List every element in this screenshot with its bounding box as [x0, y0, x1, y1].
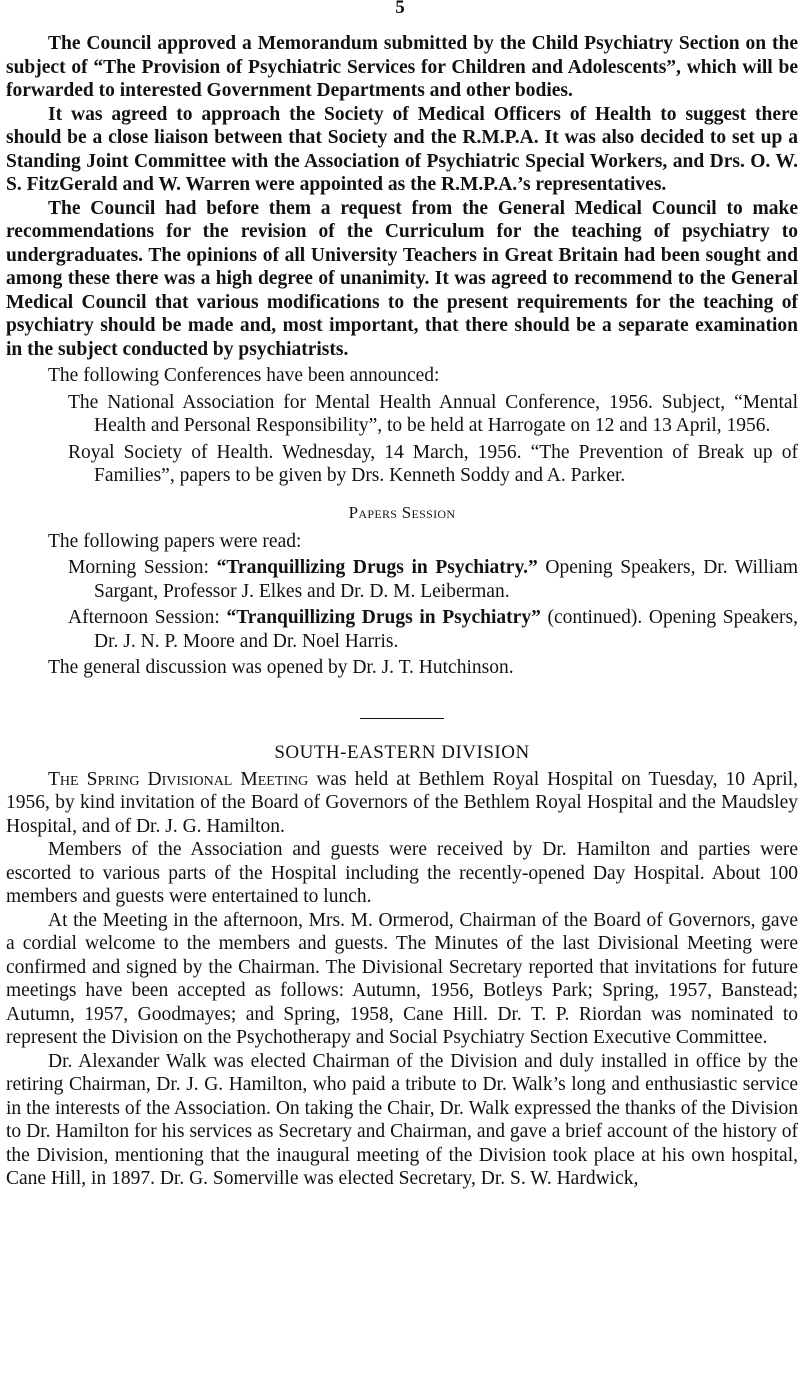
paragraph-liaison: It was agreed to approach the Society of Medical Officers of Health to suggest there should be a close liaison between that Society and the R.M.P.A. It was also decided to set up a Standing Joint Committee with the Association of Psychiatric Special Workers, and Drs. O. W. S. FitzGerald and W. Warren were appointed as the R.M.P.A.’s representatives. — [6, 103, 798, 195]
morning-title: “Tranquillizing Drugs in Psychiatry.” — [216, 557, 538, 578]
afternoon-label: Afternoon Session: — [68, 607, 227, 628]
morning-speakers: Opening Speakers, Dr. William Sargant, Professor J. Elkes and Dr. D. M. Leiberman. — [94, 557, 799, 602]
afternoon-session — [6, 606, 798, 653]
spring-meeting-text: was held at Bethlem Royal Hospital on Tuesday, 10 April, 1956, by kind invitation of the Board of Governors of the Bethlem Royal Hospital and the Maudsley Hospital, and of Dr. J. G. Hamilton. — [6, 768, 798, 837]
papers-intro: The following papers were read: — [48, 530, 302, 552]
paragraph-memorandum: The Council approved a Memorandum submitted by the Child Psychiatry Section on the subject of “The Provision of Psychiatric Services for Children and Adolescents”, which will be forwarded to interested Government Departments and other bodies. — [6, 33, 798, 101]
afternoon-speakers: (continued). Opening Speakers, Dr. J. N. P. Moore and Dr. Noel Harris. — [94, 607, 799, 652]
morning-session — [6, 556, 798, 603]
afternoon-title: “Tranquillizing Drugs in Psychiatry” — [226, 607, 541, 628]
discussion-line: The general discussion was opened by Dr. J. T. Hutchinson. — [48, 657, 514, 678]
division-heading: SOUTH-EASTERN DIVISION — [274, 741, 530, 763]
paragraph-spring-meeting — [6, 768, 798, 839]
conference-item-nafmh: The National Association for Mental Health Annual Conference, 1956. Subject, “Mental Health and Personal Responsibility”, to be held at Harrogate on 12 and 13 April, 1956. — [68, 391, 798, 436]
conferences-intro: The following Conferences have been announced: — [48, 365, 440, 386]
conference-item-rsh: Royal Society of Health. Wednesday, 14 March, 1956. “The Prevention of Break up of Families”, papers to be given by Drs. Kenneth Soddy and A. Parker. — [68, 441, 798, 486]
body-text — [6, 32, 798, 1191]
morning-label: Morning Session: — [68, 557, 217, 578]
spring-meeting-lead: The Spring Divisional Meeting — [48, 768, 309, 790]
paragraph-reception: Members of the Association and guests were received by Dr. Hamilton and parties were escorted to various parts of the Hospital including the recently-opened Day Hospital. About 100 members and guests were entertained to lunch. — [6, 839, 798, 907]
paragraph-afternoon-meeting: At the Meeting in the afternoon, Mrs. M. Ormerod, Chairman of the Board of Governors, gave a cordial welcome to the members and guests. The Minutes of the last Divisional Meeting were confirmed and signed by the Chairman. The Divisional Secretary reported that invitations for future meetings have been accepted as follows: Autumn, 1956, Botleys Park; Spring, 1957, Banstead; Autumn, 1957, Goodmayes; and Spring, 1958, Cane Hill. Dr. T. P. Riordan was nominated to represent the Division on the Psychotherapy and Social Psychiatry Section Executive Committee. — [6, 909, 798, 1048]
paragraph-election: Dr. Alexander Walk was elected Chairman of the Division and duly installed in office by the retiring Chairman, Dr. J. G. Hamilton, who paid a tribute to Dr. Walk’s long and enthusiastic service in the interests of the Association. On taking the Chair, Dr. Walk expressed the thanks of the Division to Dr. Hamilton for his services as Secretary and Chairman, and gave a brief account of the history of the Division, mentioning that the inaugural meeting of the Division took place at his own hospital, Cane Hill, in 1897. Dr. G. Somerville was elected Secretary, Dr. S. W. Hardwick, — [6, 1050, 798, 1189]
paragraph-curriculum: The Council had before them a request from the General Medical Council to make recommendations for the revision of the Curriculum for the teaching of psychiatry to undergraduates. The opinions of all University Teachers in Great Britain had been sought and among these there was a high degree of unanimity. It was agreed to recommend to the General Medical Council that various modifications to the present requirements for the teaching of psychiatry should be made and, most important, that there should be a separate examination in the subject conducted by psychiatrists. — [6, 197, 798, 360]
papers-session-heading: Papers Session — [348, 502, 456, 522]
page-number: 5 — [395, 0, 405, 18]
section-divider — [360, 718, 444, 719]
